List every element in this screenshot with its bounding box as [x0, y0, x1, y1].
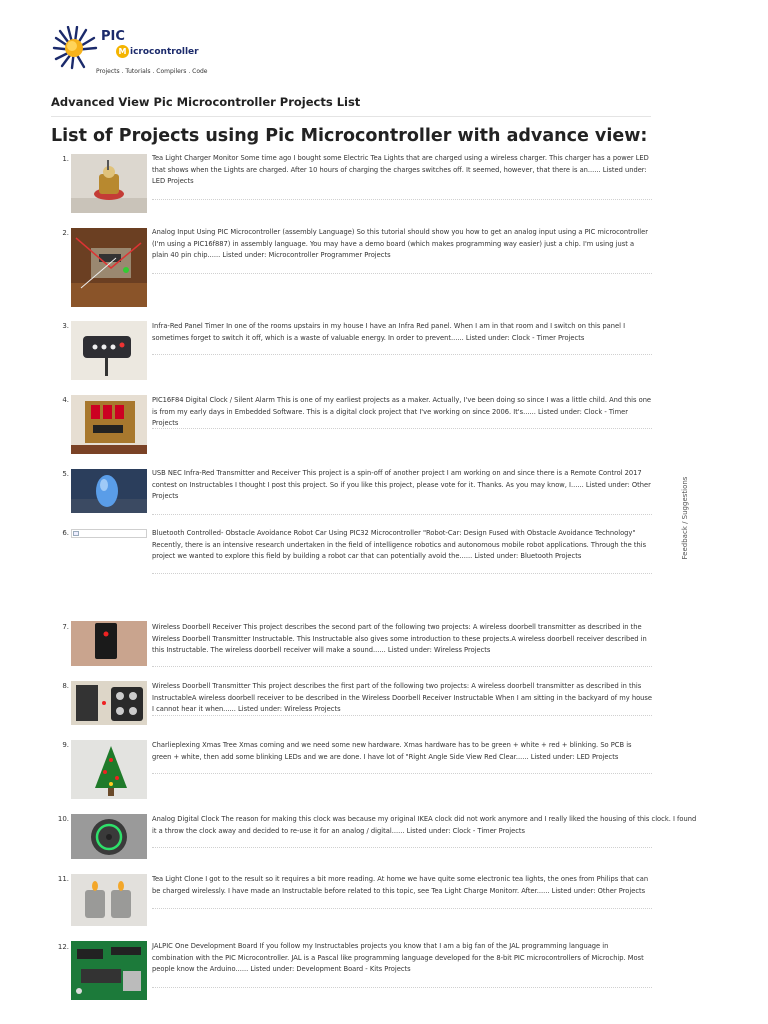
project-number: 3. [62, 322, 69, 330]
project-number: 4. [62, 396, 69, 404]
subtitle-divider [51, 116, 651, 117]
broken-image-placeholder[interactable] [71, 529, 147, 538]
project-number: 11. [57, 875, 69, 883]
logo-tagline: Projects . Tutorials . Compilers . Code [96, 68, 208, 75]
item-separator [152, 773, 652, 774]
logo-pic-text: PIC [101, 29, 125, 44]
item-separator [152, 514, 652, 515]
project-number: 1. [62, 155, 69, 163]
project-number: 12. [57, 943, 69, 951]
project-thumbnail[interactable] [71, 681, 147, 725]
item-separator [152, 573, 652, 574]
project-description[interactable]: Wireless Doorbell Receiver This project describes the second part of the following two projects: A wireless doorbell transmitter as described in the Wireless Doorbell Transmitter Instructable. This Instructable also gives some introduction to these projects.A wireless doorbell receiver described in this Instructable. The wireless doorbell receiver will make a sound...... Listed under: Wireless Projects [152, 623, 647, 655]
item-separator [152, 428, 652, 429]
project-description[interactable]: Bluetooth Controlled- Obstacle Avoidance Robot Car Using PIC32 Microcontroller "Robot-Car: Design Fused with Obstacle Avoidance Technology" Recently, there is an intensive research undertaken in the field of intelligence robotics and autonomous mobile robot applications. Through the this project we wanted to explore this field by building a robot car that can potentially avoid the...... Listed under: Bluetooth Projects [152, 529, 647, 561]
project-description[interactable]: Wireless Doorbell Transmitter This project describes the first part of the following two projects: A wireless doorbell transmitter as described in this InstructableA wireless doorbell receiver to be described in the Wireless Doorbell Receiver Instructable When I am sitting in the backyard of my house I cannot hear it when...... Listed under: Wireless Projects [152, 682, 653, 714]
broken-image-icon [73, 531, 79, 536]
project-number: 2. [62, 229, 69, 237]
project-thumbnail[interactable] [71, 621, 147, 666]
item-separator [152, 715, 652, 716]
item-separator [152, 847, 652, 848]
project-number: 8. [62, 682, 69, 690]
project-thumbnail[interactable] [71, 469, 147, 513]
project-description[interactable]: PIC16F84 Digital Clock / Silent Alarm This is one of my earliest projects as a maker. Actually, I've been doing so since I was a little child. And this one is from my early days in Embedded Software. This is a digital clock project that I've working on since 2006. It's...... Listed under: Clock - Timer Projects [152, 396, 652, 428]
item-separator [152, 199, 652, 200]
project-thumbnail[interactable] [71, 154, 147, 213]
project-thumbnail[interactable] [71, 228, 147, 307]
project-thumbnail[interactable] [71, 814, 147, 859]
feedback-label: Feedback / Suggestions [681, 476, 689, 560]
feedback-tab[interactable] [672, 478, 694, 564]
project-description[interactable]: Analog Input Using PIC Microcontroller (assembly Language) So this tutorial should show you how to get an analog input using a PIC microcontroller (I'm using a PIC16f887) in assembly language. You may have a demo board (which makes programming way easier) just a chip. I'm using just a plain 40 pin chip...... Listed under: Microcontroller Programmer Projects [152, 228, 649, 260]
project-number: 10. [57, 815, 69, 823]
project-thumbnail[interactable] [71, 395, 147, 454]
project-thumbnail[interactable] [71, 321, 147, 380]
page-subtitle: Advanced View Pic Microcontroller Projects List [51, 95, 361, 109]
project-description[interactable]: Analog Digital Clock The reason for making this clock was because my original IKEA clock did not work anymore and I really liked the housing of this clock. I found it a throw the clock away and decided to re-use it for an analog / digital...... Listed under: Clock - Timer Projects [152, 815, 697, 835]
sun-logo-icon [52, 26, 100, 70]
site-logo[interactable] [52, 26, 212, 80]
project-description[interactable]: Tea Light Clone I got to the result so it requires a bit more reading. At home we have quite some electronic tea lights, the ones from Philips that can be charged wirelessly. I have made an Instructable before related to this topic, see Tea Light Charge Monitorr. After...... Listed under: Other Projects [152, 875, 649, 895]
item-separator [152, 987, 652, 988]
page-title: List of Projects using Pic Microcontroller with advance view: [51, 126, 648, 146]
item-separator [152, 273, 652, 274]
project-description[interactable]: Infra-Red Panel Timer In one of the rooms upstairs in my house I have an Infra Red panel. When I am in that room and I switch on this panel I sometimes forget to switch it off, which is a waste of valuable energy. In order to prevent...... Listed under: Clock - Timer Projects [152, 322, 626, 342]
project-description[interactable]: Charlieplexing Xmas Tree Xmas coming and we need some new hardware. Xmas hardware has to be green + white + red + blinking. So PCB is green + white, then add some blinking LEDs and we are done. I have lot of "Right Angle Side View Red Clear...... Listed under: LED Projects [152, 741, 632, 761]
project-description[interactable]: USB NEC Infra-Red Transmitter and Receiver This project is a spin-off of another project I am working on and since there is a Remote Control 2017 contest on Instructables I thought I post this project. So if you like this project, please vote for it. Thanks. As you may know, I...... Listed under: Other Projects [152, 469, 651, 501]
logo-m-badge: M [116, 45, 129, 58]
logo-microcontroller-text [116, 45, 199, 58]
project-thumbnail[interactable] [71, 740, 147, 799]
project-number: 6. [62, 529, 69, 537]
project-thumbnail[interactable] [71, 874, 147, 926]
project-number: 7. [62, 623, 69, 631]
item-separator [152, 908, 652, 909]
project-description[interactable]: Tea Light Charger Monitor Some time ago I bought some Electric Tea Lights that are charged using a wireless charger. This charger has a power LED that shows when the Lights are charged. After 10 hours of charging the charges switches off. It seemed, however, that there is an...... Listed under: LED Projects [152, 154, 649, 186]
item-separator [152, 354, 652, 355]
project-number: 5. [62, 470, 69, 478]
project-description[interactable]: JALPIC One Development Board If you follow my Instructables projects you know that I am a big fan of the JAL programming language in combination with the PIC Microcontroller. JAL is a Pascal like programming language developed for the 8-bit PIC microcontrollers of Microchip. Most people know the Arduino...... Listed under: Development Board - Kits Projects [152, 942, 644, 974]
project-number: 9. [62, 741, 69, 749]
item-separator [152, 666, 652, 667]
logo-micro-rest: icrocontroller [130, 47, 199, 57]
project-thumbnail[interactable] [71, 941, 147, 1000]
